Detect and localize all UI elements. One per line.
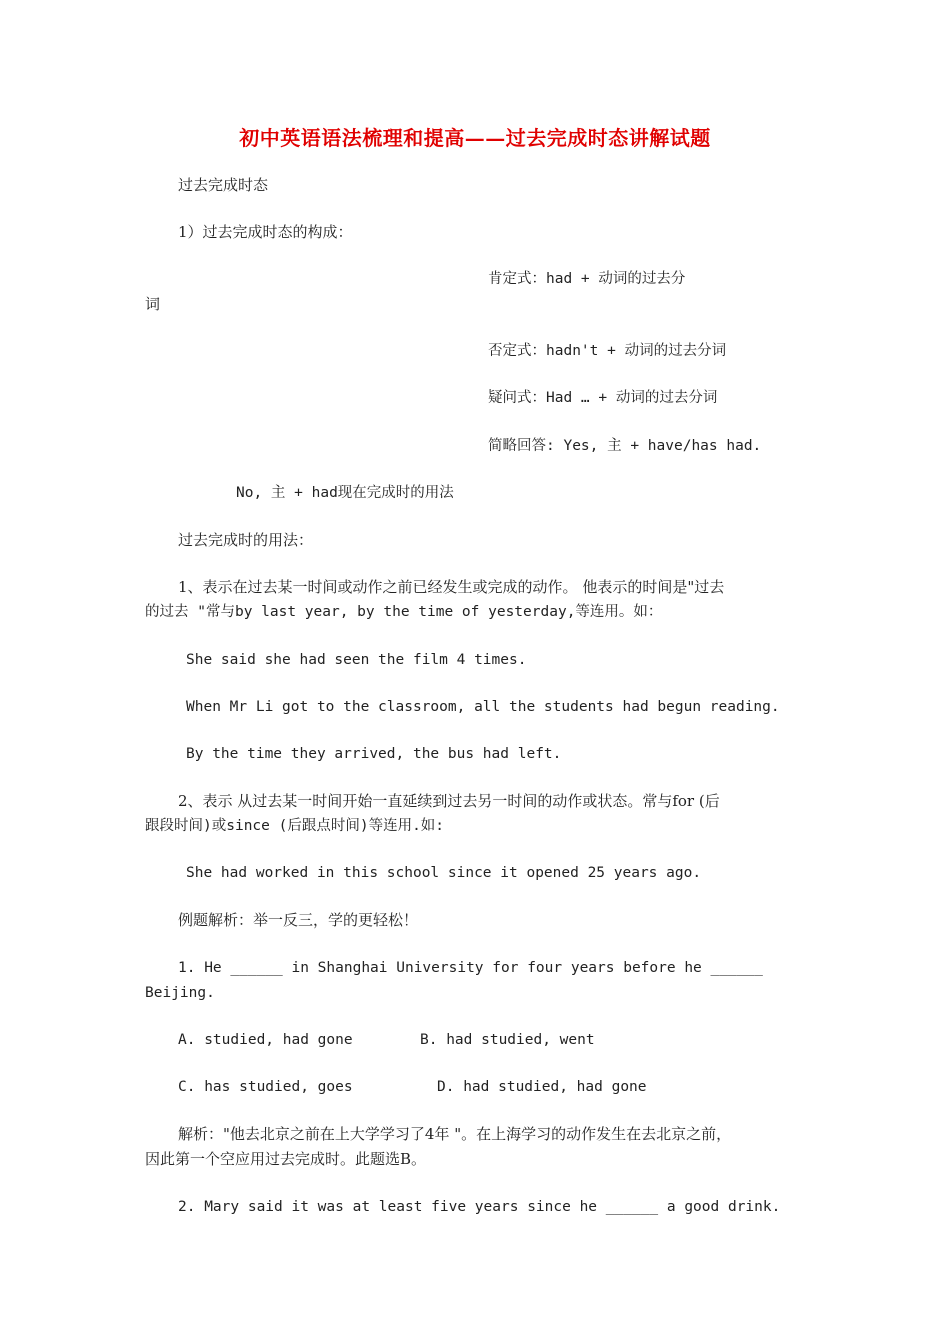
usage1-example-3: By the time they arrived, the bus had left. <box>186 746 562 762</box>
usage2-line2: 跟段时间)或since (后跟点时间)等连用.如: <box>145 818 445 834</box>
usage1-line1: 1、表示在过去某一时间或动作之前已经发生或完成的动作。 他表示的时间是"过去 <box>178 578 725 596</box>
option-a: A. studied, had gone <box>178 1032 353 1048</box>
question-1-line1: 1. He ______ in Shanghai University for four years before he ______ <box>178 960 763 976</box>
affirmative-form-cont: 词 <box>145 295 161 313</box>
analysis-line1: 解析："他去北京之前在上大学学习了4年 "。在上海学习的动作发生在去北京之前， <box>178 1125 732 1143</box>
short-answer-no: No, 主 + had现在完成时的用法 <box>236 485 454 501</box>
short-answer-yes: 简略回答: Yes, 主 + have/has had. <box>488 438 762 454</box>
analysis-line2: 因此第一个空应用过去完成时。此题选B。 <box>145 1150 427 1168</box>
usage-heading: 过去完成时的用法： <box>178 531 314 549</box>
negative-form: 否定式：hadn't + 动词的过去分词 <box>488 343 727 359</box>
question-form: 疑问式：Had … + 动词的过去分词 <box>488 390 718 406</box>
affirmative-form: 肯定式：had + 动词的过去分 <box>488 271 686 287</box>
structure-label: 1）过去完成时态的构成： <box>178 223 353 241</box>
usage1-line2: 的过去 "常与by last year, by the time of yesterday,等连用。如： <box>145 604 663 620</box>
examples-heading: 例题解析：举一反三，学的更轻松！ <box>178 911 419 929</box>
usage1-example-1: She said she had seen the film 4 times. <box>186 652 527 668</box>
option-d: D. had studied, had gone <box>437 1079 647 1095</box>
section-heading: 过去完成时态 <box>178 176 269 194</box>
usage2-line1: 2、表示 从过去某一时间开始一直延续到过去另一时间的动作或状态。常与for (后 <box>178 792 720 810</box>
page-title: 初中英语语法梳理和提高——过去完成时态讲解试题 <box>239 126 711 150</box>
option-c: C. has studied, goes <box>178 1079 353 1095</box>
question-2-line1: 2. Mary said it was at least five years since he ______ a good drink. <box>178 1199 781 1215</box>
option-b: B. had studied, went <box>420 1032 595 1048</box>
question-1-line2: Beijing. <box>145 985 215 1001</box>
usage2-example: She had worked in this school since it opened 25 years ago. <box>186 865 702 881</box>
usage1-example-2: When Mr Li got to the classroom, all the students had begun reading. <box>186 699 780 715</box>
